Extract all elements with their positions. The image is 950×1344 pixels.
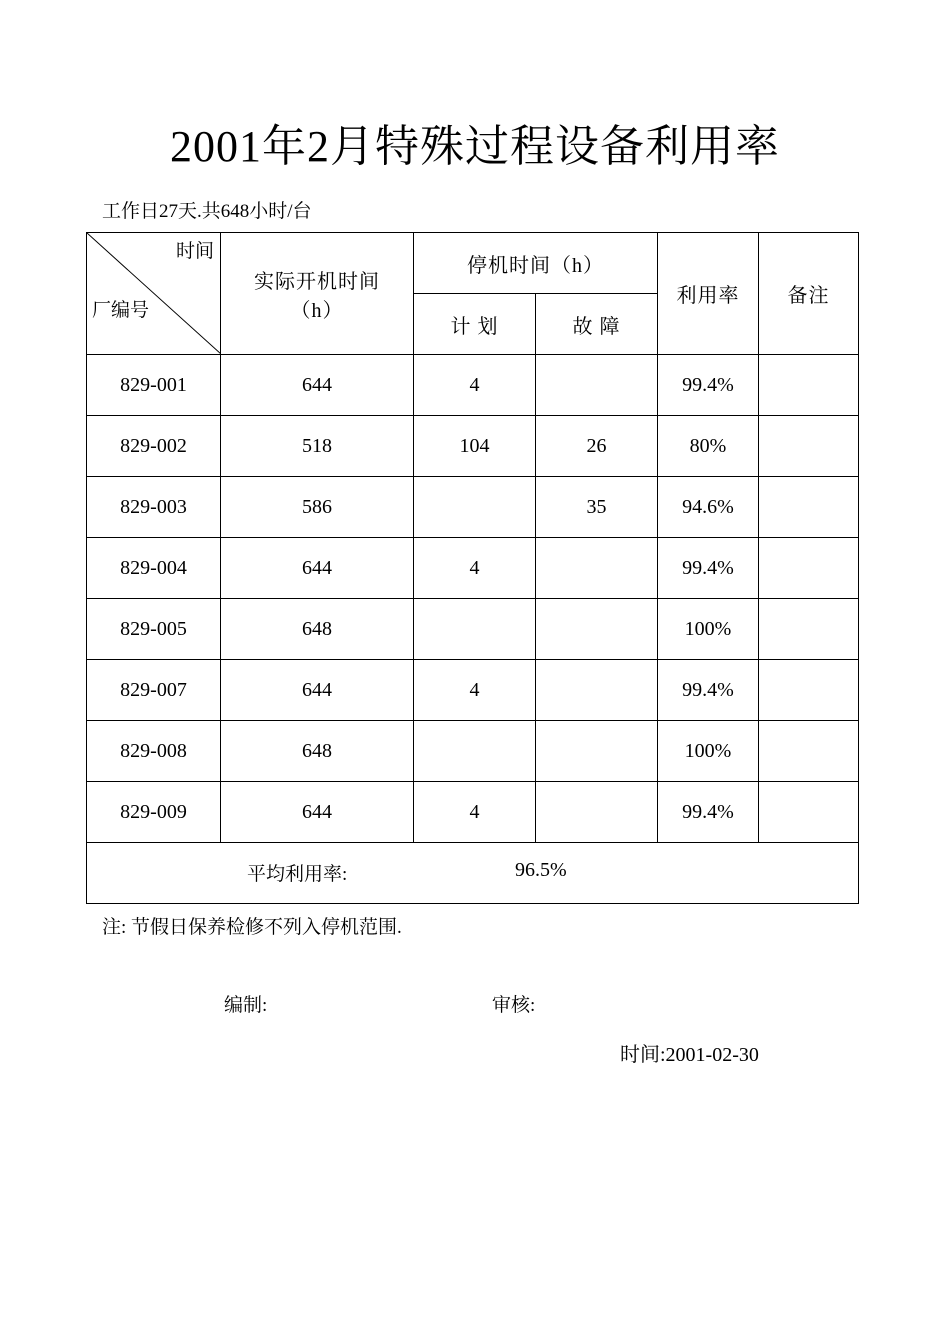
header-fault: 故 障 xyxy=(536,294,658,355)
header-planned: 计 划 xyxy=(414,294,536,355)
average-value: 96.5% xyxy=(515,859,567,881)
cell-fault xyxy=(536,599,658,660)
cell-actual: 644 xyxy=(221,355,414,416)
cell-rate: 100% xyxy=(658,599,759,660)
average-label: 平均利用率: xyxy=(247,864,348,885)
reviewed-by-label: 审核: xyxy=(492,995,536,1016)
cell-remark xyxy=(759,416,859,477)
cell-fault xyxy=(536,660,658,721)
cell-planned: 4 xyxy=(414,538,536,599)
cell-remark xyxy=(759,538,859,599)
table-row xyxy=(87,416,859,477)
cell-id: 829-003 xyxy=(87,477,221,538)
average-cell xyxy=(87,843,859,904)
cell-rate: 94.6% xyxy=(658,477,759,538)
cell-id: 829-005 xyxy=(87,599,221,660)
cell-id: 829-004 xyxy=(87,538,221,599)
cell-rate: 99.4% xyxy=(658,538,759,599)
cell-planned xyxy=(414,477,536,538)
cell-remark xyxy=(759,355,859,416)
header-actual-time xyxy=(221,233,414,355)
header-downtime: 停机时间（h） xyxy=(414,233,658,294)
cell-remark xyxy=(759,721,859,782)
cell-actual: 518 xyxy=(221,416,414,477)
header-actual-unit: （h） xyxy=(290,299,344,322)
corner-header-cell xyxy=(87,233,221,355)
cell-actual: 648 xyxy=(221,721,414,782)
cell-actual: 648 xyxy=(221,599,414,660)
cell-id: 829-002 xyxy=(87,416,221,477)
corner-id-label: 厂编号 xyxy=(92,300,150,321)
cell-fault: 26 xyxy=(536,416,658,477)
table-row xyxy=(87,599,859,660)
table-row xyxy=(87,660,859,721)
cell-fault xyxy=(536,782,658,843)
report-date: 时间:2001-02-30 xyxy=(620,1044,759,1066)
table-row xyxy=(87,721,859,782)
cell-remark xyxy=(759,477,859,538)
utilization-table xyxy=(86,232,859,904)
cell-planned: 4 xyxy=(414,355,536,416)
header-actual-label: 实际开机时间 xyxy=(254,270,380,293)
header-remark: 备注 xyxy=(759,233,859,355)
cell-fault: 35 xyxy=(536,477,658,538)
cell-planned xyxy=(414,599,536,660)
cell-planned: 4 xyxy=(414,782,536,843)
cell-remark xyxy=(759,660,859,721)
cell-rate: 80% xyxy=(658,416,759,477)
cell-rate: 99.4% xyxy=(658,355,759,416)
cell-actual: 644 xyxy=(221,782,414,843)
cell-id: 829-008 xyxy=(87,721,221,782)
table-row xyxy=(87,538,859,599)
cell-id: 829-007 xyxy=(87,660,221,721)
corner-time-label: 时间 xyxy=(175,241,214,262)
cell-planned: 4 xyxy=(414,660,536,721)
compiled-by-label: 编制: xyxy=(224,995,268,1016)
cell-rate: 99.4% xyxy=(658,660,759,721)
footnote: 注: 节假日保养检修不列入停机范围. xyxy=(102,917,402,938)
cell-planned: 104 xyxy=(414,416,536,477)
table-row xyxy=(87,782,859,843)
cell-planned xyxy=(414,721,536,782)
table-row xyxy=(87,477,859,538)
header-rate: 利用率 xyxy=(658,233,759,355)
cell-id: 829-001 xyxy=(87,355,221,416)
cell-rate: 99.4% xyxy=(658,782,759,843)
cell-remark xyxy=(759,599,859,660)
page-title: 2001年2月特殊过程设备利用率 xyxy=(170,122,780,171)
cell-id: 829-009 xyxy=(87,782,221,843)
average-row xyxy=(87,843,859,904)
cell-actual: 644 xyxy=(221,660,414,721)
cell-remark xyxy=(759,782,859,843)
work-days-summary: 工作日27天.共648小时/台 xyxy=(102,201,312,222)
cell-rate: 100% xyxy=(658,721,759,782)
table-row xyxy=(87,355,859,416)
cell-fault xyxy=(536,721,658,782)
cell-fault xyxy=(536,538,658,599)
cell-actual: 586 xyxy=(221,477,414,538)
cell-fault xyxy=(536,355,658,416)
cell-actual: 644 xyxy=(221,538,414,599)
